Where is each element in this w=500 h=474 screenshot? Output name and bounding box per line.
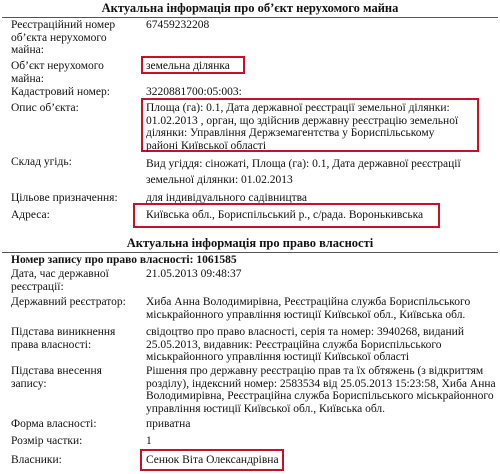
share-size-value: 1 <box>146 435 152 447</box>
land-composition-label: Склад угідь: <box>11 156 72 168</box>
reg-number-label: Реєстраційний номер об’єкта нерухомого майна: <box>11 19 116 56</box>
owners-label: Власники: <box>11 454 62 466</box>
purpose-value: для індивідуального садівництва <box>146 192 308 204</box>
entry-basis-value: Рішення про державну реєстрацію прав та їх обтяжень (з відкриттям розділу), індексний номер: 2583534 від 25.05.2013 15:23:58, Хиба Анна Володимирівна, Реєстраційна служба Бориспільського міськрайонного управління юстиції Київської обл., Київська обл. <box>146 365 496 415</box>
purpose-label: Цільове призначення: <box>11 192 118 204</box>
cadastral-value: 3220881700:05:003: <box>146 86 242 98</box>
entry-basis-label: Підстава внесення запису: <box>11 365 102 390</box>
ownership-form-label: Форма власності: <box>11 418 97 430</box>
object-type-label: Об’єкт нерухомого майна: <box>11 60 104 85</box>
land-composition-value: Вид угіддя: сіножаті, Площа (га): 0.1, Дата державної реєстрації земельної ділянки: 01.02.2013 <box>146 158 461 186</box>
registration-date-label: Дата, час державної реєстрації: <box>11 268 109 293</box>
record-number-line <box>11 254 311 267</box>
address-label: Адреса: <box>11 209 50 221</box>
description-value: Площа (га): 0.1, Дата державної реєстрації земельної ділянки: 01.02.2013 , орган, що здійснив державну реєстрацію земельної ділянки: Управління Держземагентства у Бориспільському районі Київської області <box>146 102 459 152</box>
record-number-label: Номер запису про право власності: <box>11 254 194 266</box>
ownership-form-value: приватна <box>146 418 191 430</box>
rights-section-title: Актуальна інформація про право власності <box>126 236 374 250</box>
divider <box>2 252 498 253</box>
record-number-value: 1061585 <box>196 254 237 266</box>
registrar-value: Хиба Анна Володимирівна, Реєстраційна служба Бориспільського міськрайонного управління юстиції Київської обл., Київська обл. <box>146 296 471 321</box>
object-section-title: Актуальна інформація про об’єкт нерухомого майна <box>101 1 399 15</box>
description-label: Опис об’єкта: <box>11 102 79 114</box>
registrar-label: Державний реєстратор: <box>11 296 126 308</box>
divider <box>2 17 498 18</box>
object-type-value: земельна ділянка <box>146 60 230 72</box>
registration-date-value: 21.05.2013 09:48:37 <box>146 268 242 280</box>
ownership-basis-label: Підстава виникнення права власності: <box>11 326 116 351</box>
cadastral-label: Кадастровий номер: <box>11 86 110 98</box>
share-size-label: Розмір частки: <box>11 435 83 447</box>
ownership-basis-value: свідоцтво про право власності, серія та номер: 3940268, виданий 25.05.2013, видавник: Реєстраційна служба Бориспільського міськрайонного управління юстиції Київської області <box>146 326 464 363</box>
address-value: Київська обл., Бориспільський р., с/рада. Воронькивська <box>146 209 424 221</box>
owners-value: Сенюк Віта Олександрівна <box>146 454 279 466</box>
reg-number-value: 67459232208 <box>146 19 210 31</box>
